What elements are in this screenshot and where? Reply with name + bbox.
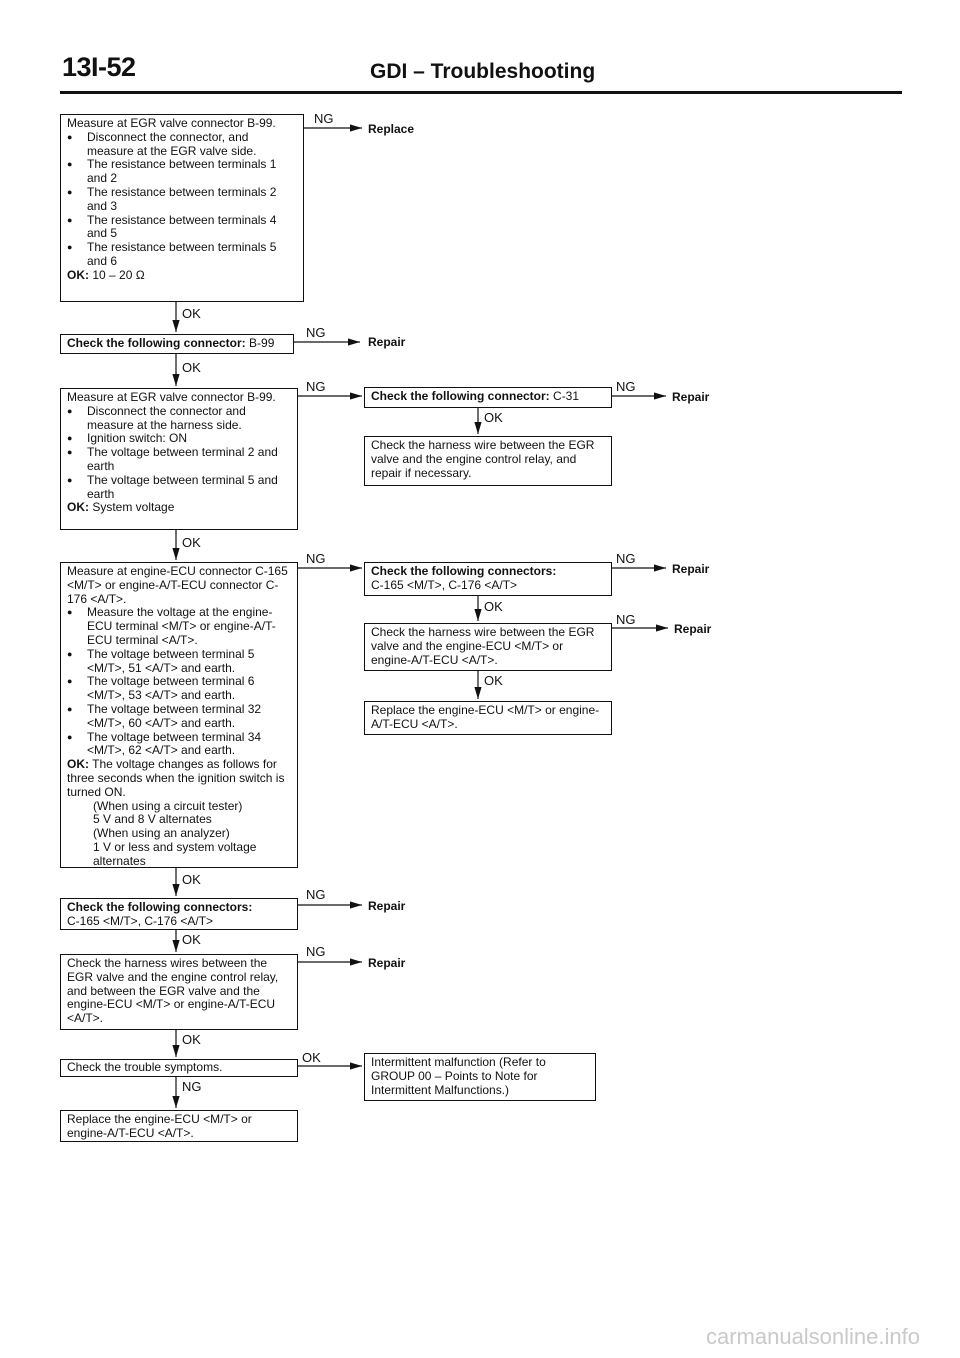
step-intro: Measure at EGR valve connector B-99.	[67, 390, 276, 404]
ok-value: 10 – 20 Ω	[92, 267, 145, 282]
step-bullets	[67, 405, 291, 502]
label-ng: NG	[306, 325, 326, 340]
step-measure-egr-resistance	[60, 114, 304, 302]
step-intro: Measure at engine-ECU connector C-165 <M/T> or engine-A/T-ECU connector C-176 <A/T>.	[67, 564, 288, 606]
label-ok: OK	[484, 673, 503, 688]
step-bold-text: Check the following connectors:	[67, 900, 253, 914]
ok-criteria	[67, 501, 291, 515]
ok-detail-line: 5 V and 8 V alternates	[93, 812, 212, 827]
label-ng: NG	[616, 379, 636, 394]
ok-criteria	[67, 269, 297, 283]
bullet-item: ● The resistance between terminals 4 and 5	[67, 214, 297, 242]
step-text: Check the harness wire between the EGR valve and the engine-ECU <M/T> or engine-A/T-ECU <A/T>.	[371, 625, 595, 667]
step-text: Intermittent malfunction (Refer to GROUP 00 – Points to Note for Intermittent Malfunctions.)	[371, 1055, 546, 1097]
bullet-item: ● Measure the voltage at the engine-ECU terminal <M/T> or engine-A/T-ECU terminal <A/T>.	[67, 606, 291, 647]
label-ok: OK	[484, 599, 503, 614]
step-text: Replace the engine-ECU <M/T> or engine-A/T-ECU <A/T>.	[371, 703, 600, 731]
step-measure-egr-voltage	[60, 388, 298, 530]
step-check-connectors-ecu-right	[364, 562, 612, 596]
label-ng: NG	[306, 887, 326, 902]
label-ok: OK	[182, 535, 201, 550]
step-bullets	[67, 131, 297, 269]
label-ng: NG	[616, 612, 636, 627]
ok-key: OK:	[67, 757, 89, 772]
bullet-item: ● The voltage between terminal 5 and earth	[67, 474, 291, 502]
step-bullets	[67, 606, 291, 758]
action-repair: Repair	[368, 335, 406, 349]
step-check-connector-b99	[60, 334, 294, 354]
bullet-item: ● The resistance between terminals 1 and 2	[67, 158, 297, 186]
label-ok: OK	[182, 872, 201, 887]
step-text: Check the harness wires between the EGR valve and the engine control relay, and between the EGR valve and the engine-ECU <M/T> or engine-A/T-ECU <A/T>.	[67, 956, 279, 1026]
label-ok: OK	[182, 306, 201, 321]
label-ng: NG	[182, 1079, 202, 1094]
step-intermittent-malfunction	[364, 1053, 596, 1101]
step-check-trouble-symptoms	[60, 1059, 298, 1077]
step-measure-ecu-connector	[60, 562, 298, 868]
label-ok: OK	[484, 410, 503, 425]
label-ng: NG	[306, 551, 326, 566]
step-replace-ecu-right	[364, 701, 612, 735]
action-repair: Repair	[368, 956, 406, 970]
ok-value: The voltage changes as follows for three seconds when the ignition switch is turned ON.	[67, 757, 285, 799]
step-check-connectors-ecu	[60, 898, 298, 930]
watermark-text: carmanualsonline.info	[705, 1324, 920, 1349]
action-repair: Repair	[368, 899, 406, 913]
page-title: GDI – Troubleshooting	[370, 60, 596, 83]
step-text: Check the harness wire between the EGR valve and the engine control relay, and repair if necessary.	[371, 438, 595, 480]
step-check-harness-ecu	[364, 623, 612, 671]
step-replace-ecu	[60, 1110, 298, 1142]
step-text: B-99	[245, 336, 275, 350]
ok-criteria	[67, 758, 291, 799]
bullet-item: ● The resistance between terminals 5 and 6	[67, 241, 297, 269]
label-ok: OK	[302, 1050, 321, 1065]
step-text: Check the trouble symptoms.	[67, 1060, 223, 1074]
bullet-item: ● Disconnect the connector, and measure at the EGR valve side.	[67, 131, 297, 159]
ok-detail-line: (When using an analyzer)	[93, 826, 230, 841]
bullet-item: ● Disconnect the connector and measure at the harness side.	[67, 405, 291, 433]
step-check-connector-c31	[364, 387, 612, 408]
ok-value: System voltage	[92, 500, 175, 515]
bullet-item: ● The resistance between terminals 2 and 3	[67, 186, 297, 214]
step-bold-text: Check the following connector:	[67, 336, 246, 350]
action-repair: Repair	[674, 622, 712, 636]
bullet-item: ● The voltage between terminal 5 <M/T>, 51 <A/T> and earth.	[67, 648, 291, 676]
ok-key: OK:	[67, 500, 89, 515]
bullet-item: ● The voltage between terminal 32 <M/T>, 60 <A/T> and earth.	[67, 703, 291, 731]
step-text: C-165 <M/T>, C-176 <A/T>	[67, 913, 214, 928]
bullet-item: ● Ignition switch: ON	[67, 432, 291, 446]
step-text: C-165 <M/T>, C-176 <A/T>	[371, 577, 518, 592]
action-repair: Repair	[672, 562, 710, 576]
step-check-harness-wires	[60, 954, 298, 1030]
bullet-item: ● The voltage between terminal 6 <M/T>, 53 <A/T> and earth.	[67, 675, 291, 703]
step-check-harness-relay	[364, 436, 612, 486]
action-repair: Repair	[672, 390, 710, 404]
step-bold-text: Check the following connector:	[371, 389, 550, 403]
step-bold-text: Check the following connectors:	[371, 564, 557, 578]
label-ok: OK	[182, 932, 201, 947]
label-ng: NG	[306, 379, 326, 394]
page-number: 13I-52	[62, 52, 136, 82]
bullet-item: ● The voltage between terminal 2 and earth	[67, 446, 291, 474]
ok-detail-line: (When using a circuit tester)	[93, 798, 243, 813]
label-ng: NG	[616, 551, 636, 566]
step-intro: Measure at EGR valve connector B-99.	[67, 116, 276, 130]
label-ok: OK	[182, 1032, 201, 1047]
ok-detail-line: 1 V or less and system voltage alternates	[93, 839, 257, 868]
label-ok: OK	[182, 360, 201, 375]
step-text: Replace the engine-ECU <M/T> or engine-A/T-ECU <A/T>.	[67, 1112, 252, 1140]
action-replace: Replace	[368, 122, 415, 136]
step-text: C-31	[549, 389, 580, 403]
bullet-item: ● The voltage between terminal 34 <M/T>, 62 <A/T> and earth.	[67, 731, 291, 759]
ok-key: OK:	[67, 267, 89, 282]
label-ng: NG	[306, 944, 326, 959]
label-ng: NG	[314, 111, 334, 126]
